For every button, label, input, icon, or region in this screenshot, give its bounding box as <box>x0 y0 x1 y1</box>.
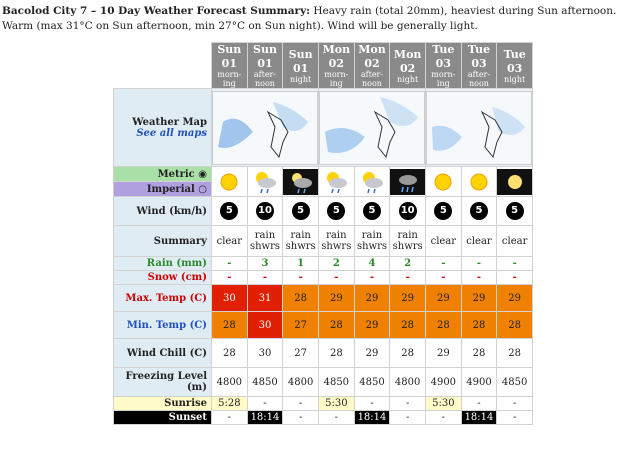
wind-icon: 5 <box>220 202 238 220</box>
summary-cell: rain shwrs <box>247 226 283 257</box>
rain-cell: - <box>212 257 248 271</box>
sunrise-row <box>114 397 533 411</box>
snow-cell: - <box>461 271 497 285</box>
cloud-sun-rain-icon <box>359 169 385 195</box>
rain-cell: - <box>461 257 497 271</box>
max-temp-cell: 29 <box>319 285 355 312</box>
forecast-summary <box>2 4 636 34</box>
max-temp-cell: 30 <box>212 285 248 312</box>
sunrise-cell: 5:28 <box>212 397 248 411</box>
freezing-row <box>114 368 533 397</box>
snow-label: Snow (cm) <box>114 271 212 285</box>
min-temp-cell: 30 <box>247 312 283 339</box>
freezing-cell: 4850 <box>247 368 283 397</box>
metric-row <box>114 167 533 182</box>
weather-map-tue[interactable] <box>426 89 533 167</box>
sunset-cell: - <box>283 411 319 425</box>
wind-chill-cell: 28 <box>212 339 248 368</box>
summary-cell: clear <box>426 226 462 257</box>
sunrise-cell: - <box>390 397 426 411</box>
summary-cell: rain shwrs <box>354 226 390 257</box>
wind-chill-row <box>114 339 533 368</box>
wind-chill-cell: 28 <box>461 339 497 368</box>
sun-icon <box>216 169 242 195</box>
summary-cell: clear <box>461 226 497 257</box>
col-header: Mon 02 after-noon <box>354 43 390 89</box>
snow-cell: - <box>212 271 248 285</box>
rain-cell: 1 <box>283 257 319 271</box>
rain-cell: 2 <box>390 257 426 271</box>
max-temp-cell: 31 <box>247 285 283 312</box>
max-temp-label: Max. Temp (C) <box>114 285 212 312</box>
sunset-cell: - <box>497 411 533 425</box>
map-image <box>427 92 531 164</box>
radio-unselected-icon: ○ <box>198 183 207 195</box>
sunset-cell: - <box>319 411 355 425</box>
min-temp-row <box>114 312 533 339</box>
sunrise-label: Sunrise <box>114 397 212 411</box>
max-temp-cell: 29 <box>497 285 533 312</box>
sky-icon-cell <box>390 167 426 197</box>
sunrise-cell: 5:30 <box>319 397 355 411</box>
snow-cell: - <box>426 271 462 285</box>
snow-cell: - <box>390 271 426 285</box>
sunset-cell: 18:14 <box>461 411 497 425</box>
sky-icon-cell <box>497 167 533 197</box>
rain-cell: 4 <box>354 257 390 271</box>
wind-icon: 5 <box>506 202 524 220</box>
sunset-cell: 18:14 <box>354 411 390 425</box>
sunrise-cell: - <box>461 397 497 411</box>
cloud-sun-rain-icon <box>323 169 349 195</box>
wind-icon: 10 <box>399 202 417 220</box>
col-header: Mon 02 night <box>390 43 426 89</box>
freezing-cell: 4800 <box>390 368 426 397</box>
rain-cell: 2 <box>319 257 355 271</box>
sunrise-cell: 5:30 <box>426 397 462 411</box>
wind-icon: 5 <box>363 202 381 220</box>
min-temp-cell: 28 <box>319 312 355 339</box>
rain-label: Rain (mm) <box>114 257 212 271</box>
sky-icon-cell <box>426 167 462 197</box>
radio-selected-icon: ◉ <box>198 168 207 180</box>
min-temp-cell: 28 <box>390 312 426 339</box>
sky-icon-cell <box>212 167 248 197</box>
col-header: Sun 01 after-noon <box>247 43 283 89</box>
snow-cell: - <box>283 271 319 285</box>
summary-text: Heavy rain (total 20mm), heaviest during Sun afternoon. Warm (max 31°C on Sun afternoon, min 27°C on Sun night). Wind will be generally light. <box>2 5 617 32</box>
wind-chill-cell: 27 <box>283 339 319 368</box>
see-all-maps-link[interactable]: See all maps <box>136 127 207 139</box>
sky-icon-cell <box>247 167 283 197</box>
summary-cell: clear <box>497 226 533 257</box>
freezing-cell: 4850 <box>354 368 390 397</box>
sky-icon-cell <box>319 167 355 197</box>
imperial-toggle[interactable]: Imperial ○ <box>114 182 212 197</box>
weather-map-label: Weather Map See all maps <box>114 89 212 167</box>
summary-cell: rain shwrs <box>390 226 426 257</box>
summary-cell: rain shwrs <box>283 226 319 257</box>
sunset-cell: 18:14 <box>247 411 283 425</box>
wind-icon: 5 <box>292 202 310 220</box>
wind-icon: 5 <box>327 202 345 220</box>
freezing-cell: 4850 <box>497 368 533 397</box>
moon-rain-icon <box>395 169 421 195</box>
snow-row <box>114 271 533 285</box>
max-temp-cell: 29 <box>390 285 426 312</box>
sunset-row <box>114 411 533 425</box>
sunset-cell: - <box>390 411 426 425</box>
freezing-cell: 4800 <box>212 368 248 397</box>
sunset-label: Sunset <box>114 411 212 425</box>
cloud-sun-rain-icon <box>252 169 278 195</box>
wind-chill-cell: 28 <box>319 339 355 368</box>
cloud-moon-rain-icon <box>288 169 314 195</box>
max-temp-row <box>114 285 533 312</box>
sun-icon <box>466 169 492 195</box>
col-header: Sun 01 night <box>283 43 319 89</box>
wind-chill-cell: 29 <box>426 339 462 368</box>
rain-cell: 3 <box>247 257 283 271</box>
sunrise-cell: - <box>354 397 390 411</box>
sunrise-cell: - <box>497 397 533 411</box>
wind-chill-cell: 30 <box>247 339 283 368</box>
summary-row <box>114 226 533 257</box>
sky-icon-cell <box>354 167 390 197</box>
max-temp-cell: 28 <box>283 285 319 312</box>
metric-toggle[interactable]: Metric ◉ <box>114 167 212 182</box>
freezing-cell: 4900 <box>461 368 497 397</box>
wind-icon: 5 <box>434 202 452 220</box>
snow-cell: - <box>319 271 355 285</box>
summary-title: Bacolod City 7 – 10 Day Weather Forecast Summary: <box>2 5 311 17</box>
col-header: Mon 02 morn-ing <box>319 43 355 89</box>
map-image <box>213 92 317 164</box>
forecast-table <box>113 42 533 425</box>
wind-icon: 10 <box>256 202 274 220</box>
sun-icon <box>430 169 456 195</box>
moon-icon <box>502 169 528 195</box>
snow-cell: - <box>247 271 283 285</box>
max-temp-cell: 29 <box>461 285 497 312</box>
col-header: Tue 03 morn-ing <box>426 43 462 89</box>
max-temp-cell: 29 <box>354 285 390 312</box>
rain-cell: - <box>426 257 462 271</box>
max-temp-cell: 29 <box>426 285 462 312</box>
min-temp-cell: 28 <box>497 312 533 339</box>
snow-cell: - <box>354 271 390 285</box>
map-image <box>320 92 424 164</box>
weather-map-sun[interactable] <box>212 89 319 167</box>
summary-cell: clear <box>212 226 248 257</box>
wind-row <box>114 197 533 226</box>
freezing-cell: 4800 <box>283 368 319 397</box>
col-header: Sun 01 morn-ing <box>212 43 248 89</box>
freezing-cell: 4900 <box>426 368 462 397</box>
min-temp-label: Min. Temp (C) <box>114 312 212 339</box>
rain-cell: - <box>497 257 533 271</box>
col-header: Tue 03 night <box>497 43 533 89</box>
wind-chill-cell: 28 <box>497 339 533 368</box>
summary-label: Summary <box>114 226 212 257</box>
wind-chill-cell: 29 <box>354 339 390 368</box>
min-temp-cell: 29 <box>354 312 390 339</box>
freezing-label: Freezing Level (m) <box>114 368 212 397</box>
summary-cell: rain shwrs <box>319 226 355 257</box>
sunrise-cell: - <box>283 397 319 411</box>
wind-icon: 5 <box>470 202 488 220</box>
col-header: Tue 03 after-noon <box>461 43 497 89</box>
sky-icon-cell <box>283 167 319 197</box>
header-row <box>114 43 533 89</box>
min-temp-cell: 27 <box>283 312 319 339</box>
sky-icon-cell <box>461 167 497 197</box>
sunset-cell: - <box>426 411 462 425</box>
snow-cell: - <box>497 271 533 285</box>
wind-chill-label: Wind Chill (C) <box>114 339 212 368</box>
min-temp-cell: 28 <box>426 312 462 339</box>
freezing-cell: 4850 <box>319 368 355 397</box>
rain-row <box>114 257 533 271</box>
min-temp-cell: 28 <box>461 312 497 339</box>
weather-map-mon[interactable] <box>319 89 426 167</box>
sunrise-cell: - <box>247 397 283 411</box>
wind-label: Wind (km/h) <box>114 197 212 226</box>
sunset-cell: - <box>212 411 248 425</box>
min-temp-cell: 28 <box>212 312 248 339</box>
map-row <box>114 89 533 167</box>
wind-chill-cell: 28 <box>390 339 426 368</box>
